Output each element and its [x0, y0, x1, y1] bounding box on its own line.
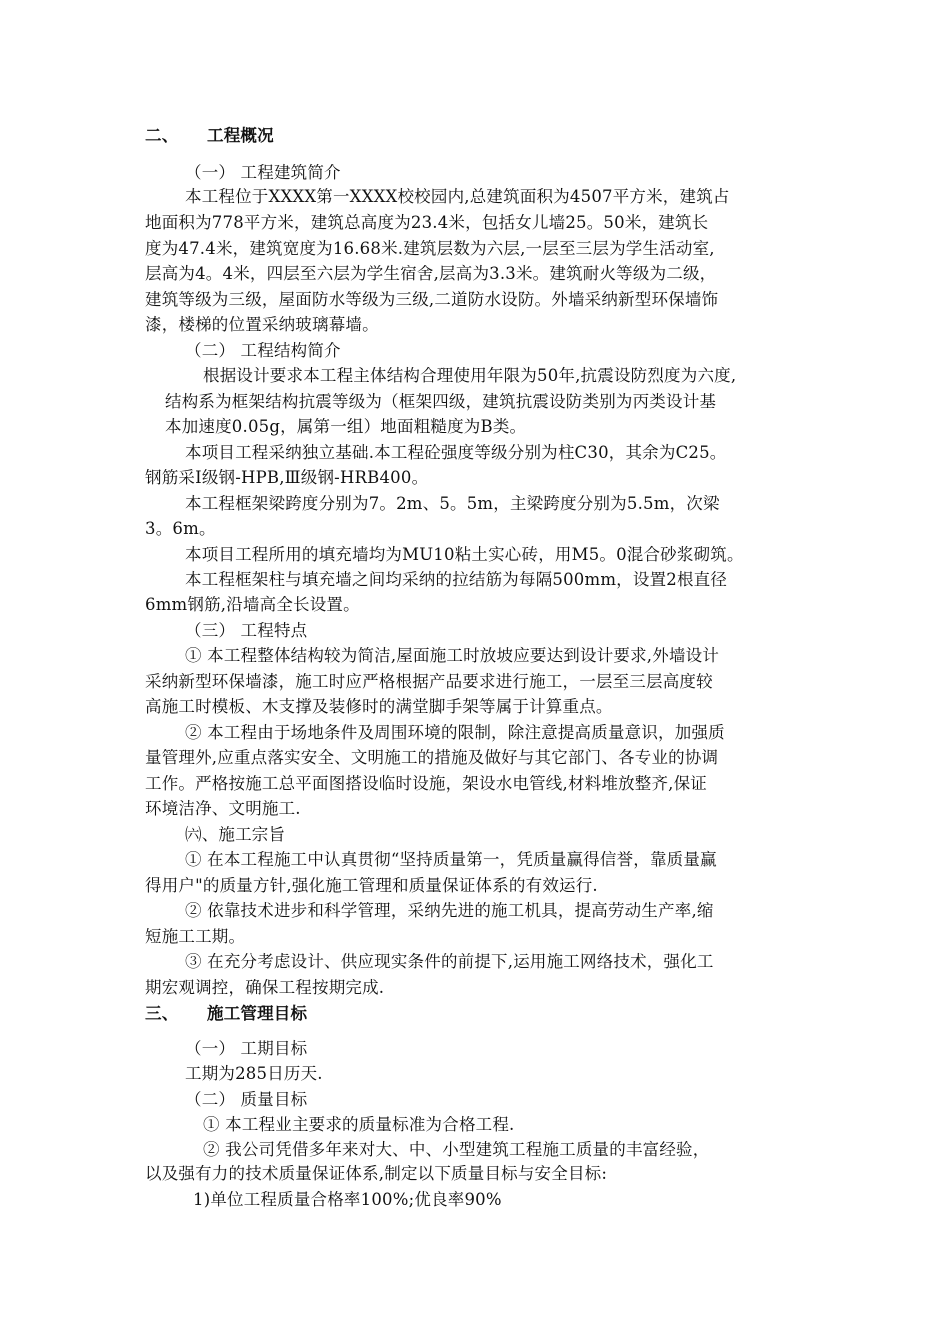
paragraph-line: 度为47.4米，建筑宽度为16.68米.建筑层数为六层,一层至三层为学生活动室, — [145, 239, 715, 258]
paragraph-line: 3。6m。 — [145, 519, 216, 538]
paragraph-line: ② 依靠技术进步和科学管理，采纳先进的施工机具，提高劳动生产率,缩 — [185, 901, 714, 920]
section-heading-2 — [145, 123, 274, 149]
paragraph-line: ② 我公司凭借多年来对大、中、小型建筑工程施工质量的丰富经验， — [203, 1140, 710, 1159]
subsection-heading: （一） 工期目标 — [185, 1039, 308, 1058]
paragraph-line: 漆，楼梯的位置采纳玻璃幕墙。 — [145, 315, 379, 334]
paragraph-line: ① 本工程业主要求的质量标准为合格工程. — [203, 1115, 515, 1134]
paragraph-line: 本工程框架柱与填充墙之间均采纳的拉结筋为每隔500mm，设置2根直径 — [185, 570, 728, 589]
paragraph-line: 层高为4。4米，四层至六层为学生宿舍,层高为3.3米。建筑耐火等级为二级， — [145, 264, 717, 283]
subsection-heading: （二） 质量目标 — [185, 1090, 308, 1109]
subsection-heading: （三） 工程特点 — [185, 621, 308, 640]
paragraph-line: 期宏观调控，确保工程按期完成. — [145, 978, 385, 997]
paragraph-line: 本项目工程采纳独立基础.本工程砼强度等级分别为柱C30，其余为C25。 — [185, 443, 727, 462]
section-number: 二、 — [145, 126, 179, 145]
subsection-heading: ㈥、施工宗旨 — [185, 825, 286, 844]
paragraph-line: 结构系为框架结构抗震等级为（框架四级，建筑抗震设防类别为丙类设计基 — [165, 392, 717, 411]
paragraph-line: 环境洁净、文明施工. — [145, 799, 301, 818]
paragraph-line: ③ 在充分考虑设计、供应现实条件的前提下,运用施工网络技术，强化工 — [185, 952, 714, 971]
paragraph-line: 本加速度0.05g，属第一组）地面粗糙度为B类。 — [165, 417, 527, 436]
paragraph-line: 短施工工期。 — [145, 927, 246, 946]
section-title: 施工管理目标 — [207, 1004, 308, 1023]
paragraph-line: 工期为285日历天. — [185, 1064, 323, 1083]
section-title: 工程概况 — [207, 126, 274, 145]
paragraph-line: ② 本工程由于场地条件及周围环境的限制，除注意提高质量意识，加强质 — [185, 723, 725, 742]
subsection-heading: （二） 工程结构简介 — [185, 341, 341, 360]
paragraph-line: 得用户"的质量方针,强化施工管理和质量保证体系的有效运行. — [145, 876, 598, 895]
paragraph-line: 本工程位于XXXX第一XXXX校校园内,总建筑面积为4507平方米，建筑占 — [185, 187, 730, 206]
paragraph-line: ① 在本工程施工中认真贯彻“坚持质量第一，凭质量赢得信誉，靠质量赢 — [185, 850, 717, 869]
paragraph-line: 1)单位工程质量合格率100%;优良率90% — [193, 1190, 502, 1209]
paragraph-line: 以及强有力的技术质量保证体系,制定以下质量目标与安全目标: — [145, 1164, 608, 1183]
paragraph-line: 地面积为778平方米，建筑总高度为23.4米，包括女儿墙25。50米，建筑长 — [145, 213, 709, 232]
section-heading-3 — [145, 1001, 307, 1027]
paragraph-line: 量管理外,应重点落实安全、文明施工的措施及做好与其它部门、各专业的协调 — [145, 748, 719, 767]
paragraph-line: 高施工时模板、木支撑及装修时的满堂脚手架等属于计算重点。 — [145, 697, 613, 716]
paragraph-line: ① 本工程整体结构较为简洁,屋面施工时放坡应要达到设计要求,外墙设计 — [185, 646, 720, 665]
section-number: 三、 — [145, 1004, 179, 1023]
paragraph-line: 建筑等级为三级，屋面防水等级为三级,二道防水设防。外墙采纳新型环保墙饰 — [145, 290, 719, 309]
paragraph-line: 根据设计要求本工程主体结构合理使用年限为50年,抗震设防烈度为六度, — [203, 366, 737, 385]
paragraph-line: 本项目工程所用的填充墙均为MU10粘土实心砖，用M5。0混合砂浆砌筑。 — [185, 545, 744, 564]
subsection-heading: （一） 工程建筑简介 — [185, 163, 341, 182]
paragraph-line: 采纳新型环保墙漆，施工时应严格根据产品要求进行施工，一层至三层高度较 — [145, 672, 713, 691]
paragraph-line: 钢筋采Ⅰ级钢-HPB,Ⅲ级钢-HRB400。 — [145, 468, 429, 487]
paragraph-line: 6mm钢筋,沿墙高全长设置。 — [145, 595, 360, 614]
paragraph-line: 工作。严格按施工总平面图搭设临时设施，架设水电管线,材料堆放整齐,保证 — [145, 774, 707, 793]
paragraph-line: 本工程框架梁跨度分别为7。2m、5。5m，主梁跨度分别为5.5m，次梁 — [185, 494, 720, 513]
